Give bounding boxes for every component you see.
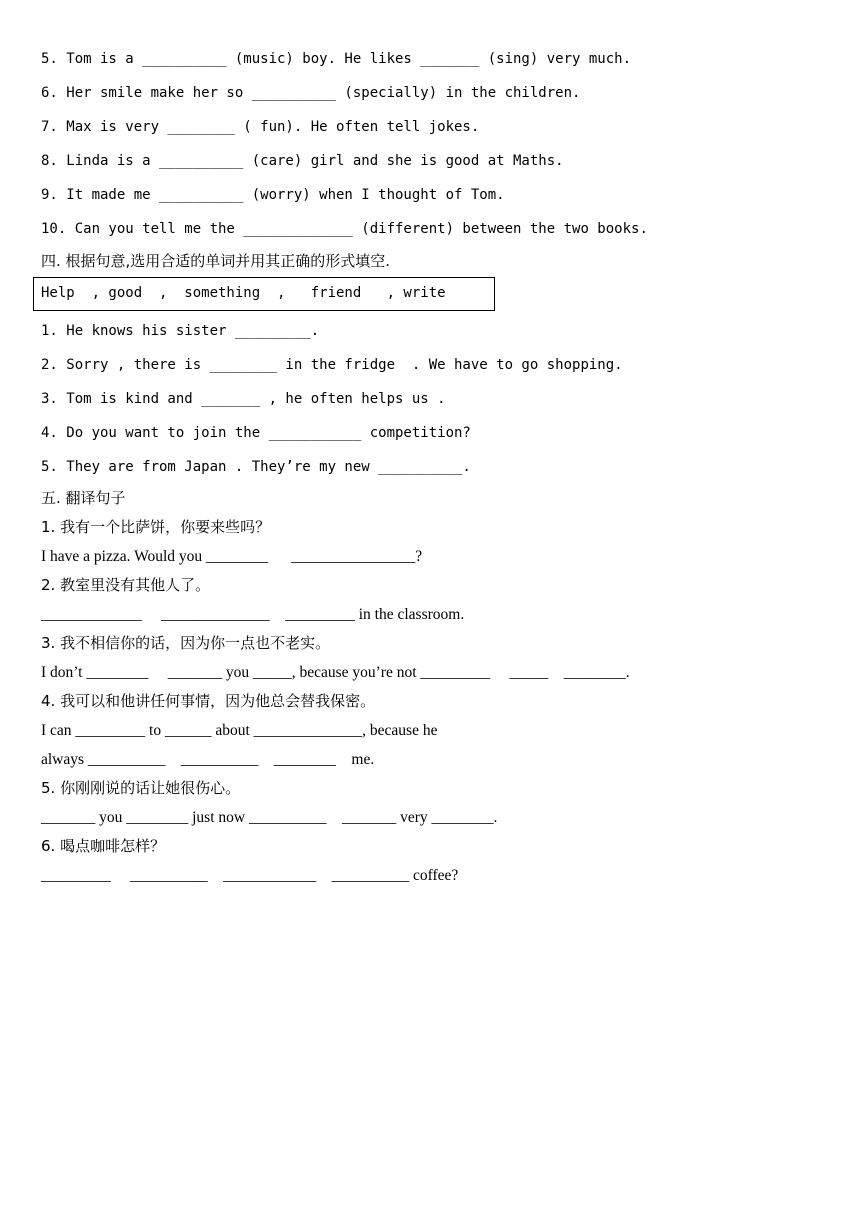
translate-q5-english: _______ you ________ just now __________ _______ very ________. — [41, 809, 498, 826]
translate-q2-english: _____________ ______________ _________ in the classroom. — [41, 606, 465, 623]
translate-q3-chinese: 3. 我不相信你的话，因为你一点也不老实。 — [41, 634, 331, 652]
translate-q6-english: _________ __________ ____________ __________ coffee? — [41, 867, 459, 884]
exercise-item-7: 7. Max is very ________ ( fun). He often tell jokes. — [41, 119, 480, 135]
exercise-item-5: 5. Tom is a __________ (music) boy. He likes _______ (sing) very much. — [41, 51, 632, 67]
fill-item-1: 1. He knows his sister _________. — [41, 323, 320, 339]
translate-q2-chinese: 2. 教室里没有其他人了。 — [41, 576, 211, 594]
fill-item-3: 3. Tom is kind and _______ , he often helps us . — [41, 391, 446, 407]
translate-q3-english: I don’t ________ _______ you _____, because you’re not _________ _____ ________. — [41, 664, 630, 681]
section-4-heading: 四. 根据句意,选用合适的单词并用其正确的形式填空. — [41, 252, 391, 270]
exercise-item-9: 9. It made me __________ (worry) when I thought of Tom. — [41, 187, 505, 203]
fill-item-4: 4. Do you want to join the ___________ competition? — [41, 425, 471, 441]
fill-item-5: 5. They are from Japan . They’re my new __________. — [41, 459, 471, 475]
word-bank-text: Help , good , something , friend , write — [41, 285, 446, 301]
word-bank-box — [33, 277, 495, 311]
translate-q1-chinese: 1. 我有一个比萨饼，你要来些吗？ — [41, 518, 271, 536]
translate-q6-chinese: 6. 喝点咖啡怎样？ — [41, 837, 166, 855]
translate-q1-english: I have a pizza. Would you ________ ________________? — [41, 548, 423, 565]
translate-q5-chinese: 5. 你刚刚说的话让她很伤心。 — [41, 779, 241, 797]
exercise-item-10: 10. Can you tell me the _____________ (different) between the two books. — [41, 221, 648, 237]
translate-q4-chinese: 4. 我可以和他讲任何事情，因为他总会替我保密。 — [41, 692, 376, 710]
exercise-item-6: 6. Her smile make her so __________ (specially) in the children. — [41, 85, 581, 101]
exercise-item-8: 8. Linda is a __________ (care) girl and she is good at Maths. — [41, 153, 564, 169]
fill-item-2: 2. Sorry , there is ________ in the fridge . We have to go shopping. — [41, 357, 623, 373]
section-5-heading: 五. 翻译句子 — [41, 489, 126, 507]
translate-q4-english-line1: I can _________ to ______ about ______________, because he — [41, 722, 438, 739]
translate-q4-english-line2: always __________ __________ ________ me. — [41, 751, 375, 768]
